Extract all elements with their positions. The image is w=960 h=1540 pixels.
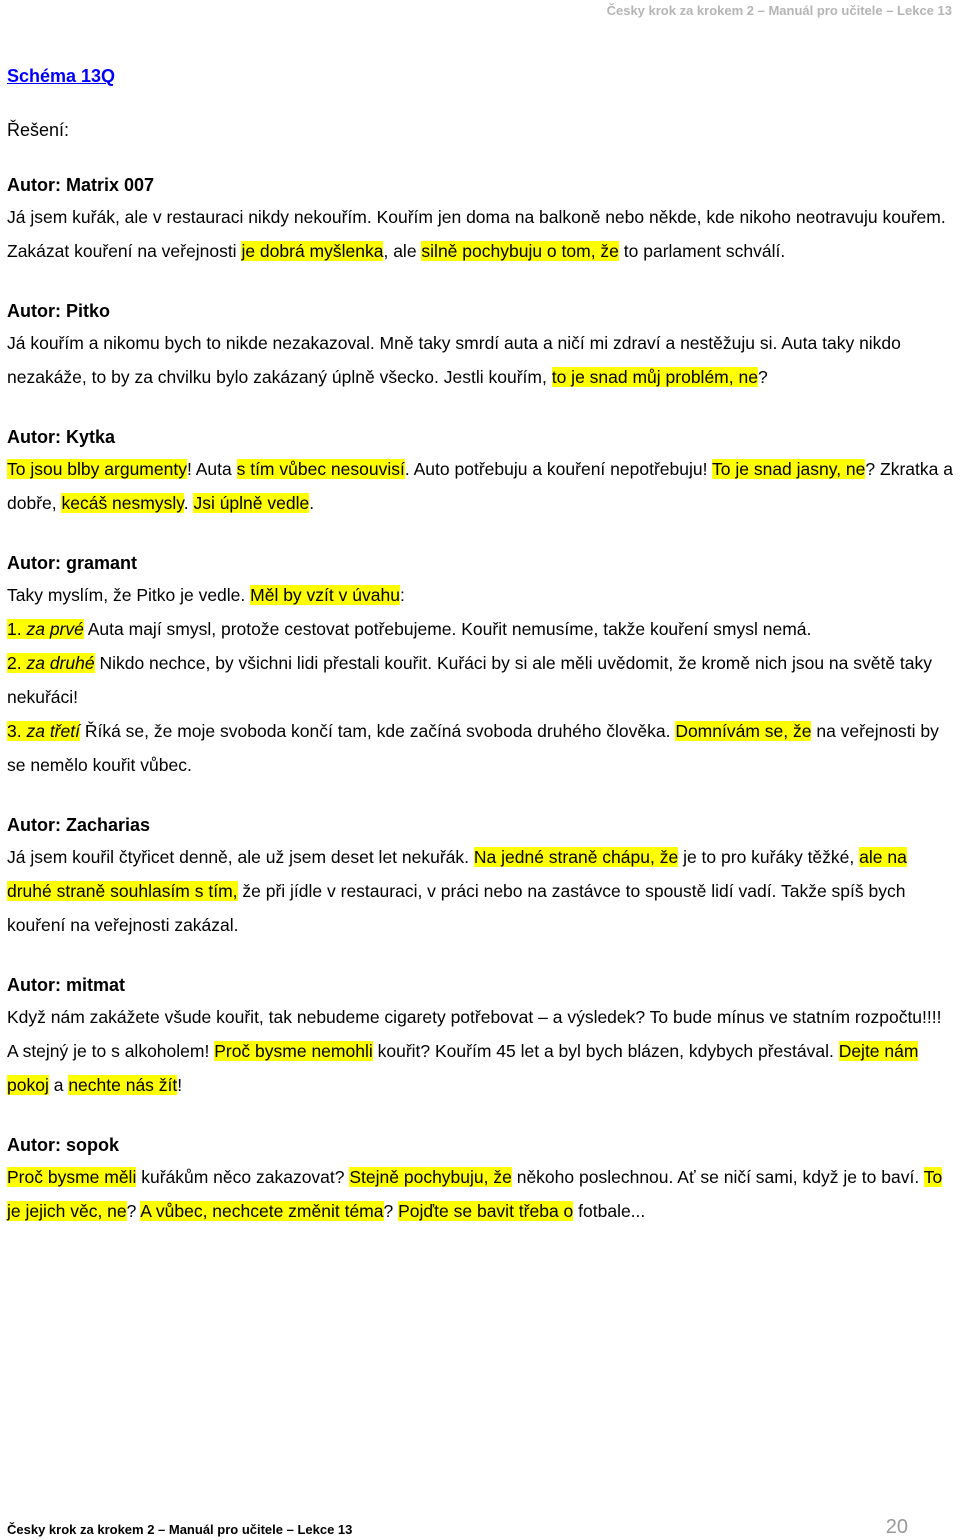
entry-text [7,646,955,714]
text-segment: Nikdo nechce, by všichni lidi přestali kouřit. Kuřáci by si ale měli uvědomit, že kromě nich jsou na světě taky nekuřáci! [7,653,933,707]
highlighted-phrase: Proč bysme nemohli [214,1041,373,1061]
text-segment: kuřákům něco zakazovat? [136,1167,350,1187]
forum-entries [7,168,955,1228]
forum-entry [7,420,955,520]
text-segment: ? [126,1201,141,1221]
entry-text [7,1160,955,1228]
forum-entry [7,808,955,942]
highlighted-phrase: A vůbec, nechcete změnit téma [140,1201,384,1221]
text-segment: Taky myslím, že Pitko je vedle. [7,585,251,605]
text-segment: to parlament schválí. [618,241,786,261]
running-header: Česky krok za krokem 2 – Manuál pro učitele – Lekce 13 [606,3,952,18]
highlighted-phrase: nechte nás žít [68,1075,178,1095]
highlighted-phrase: 3. [7,721,27,741]
highlighted-phrase: ale na druhé straně souhlasím s tím, [7,847,907,901]
text-segment: ? Zkratka a dobře, [7,459,953,513]
entry-author: Autor: gramant [7,553,137,573]
forum-entry [7,968,955,1102]
highlighted-phrase: 1. [7,619,27,639]
entry-author: Autor: Matrix 007 [7,175,155,195]
highlighted-phrase: To je snad jasny, ne [712,459,866,479]
text-segment: Říká se, že moje svoboda končí tam, kde začíná svoboda druhého člověka. [79,721,676,741]
text-segment: Já jsem kouřil čtyřicet denně, ale už jsem deset let nekuřák. [7,847,474,867]
entry-text [7,578,955,612]
text-segment: a [48,1075,69,1095]
text-segment: Když nám zakážete všude kouřit, tak nebudeme cigarety potřebovat – a výsledek? To bude mínus ve statním rozpočtu!!!! A stejný je to s alkoholem! [7,1007,942,1061]
highlighted-phrase: to je snad můj problém, ne [551,367,758,387]
text-segment: na veřejnosti by se nemělo kouřit vůbec. [7,721,939,775]
page-number: 20 [885,1516,908,1538]
highlighted-phrase: To je jejich věc, ne [7,1167,943,1221]
entry-text [7,452,955,520]
highlighted-phrase: Pojďte se bavit třeba o [398,1201,574,1221]
forum-entry [7,1128,955,1228]
text-segment: ! [177,1075,183,1095]
entry-author: Autor: Pitko [7,301,110,321]
highlighted-phrase: To jsou blby argumenty [7,459,187,479]
entry-text [7,326,955,394]
highlighted-phrase: Dejte nám pokoj [7,1041,919,1095]
text-segment: ? [757,367,768,387]
highlighted-phrase: 2. [7,653,27,673]
entry-text [7,200,955,268]
entry-text [7,714,955,782]
document-body [7,62,955,1228]
text-segment: někoho poslechnou. Ať se ničí sami, když je to baví. [511,1167,924,1187]
text-segment: ! Auta [186,459,237,479]
text-segment: Auta mají smysl, protože cestovat potřebujeme. Kouřit nemusíme, takže kouření smysl nemá. [83,619,812,639]
highlighted-phrase: Jsi úplně vedle [193,493,310,513]
entry-author: Autor: sopok [7,1135,119,1155]
highlighted-phrase: Domnívám se, že [675,721,812,741]
highlighted-phrase: Měl by vzít v úvahu [250,585,400,605]
forum-entry [7,168,955,268]
text-segment: že při jídle v restauraci, v práci nebo na zastávce to spoustě lidí vadí. Takže spíš bych kouření na veřejnosti zakázal. [7,881,906,935]
text-segment: . [183,493,194,513]
entry-author: Autor: Kytka [7,427,116,447]
text-segment: : [399,585,405,605]
text-segment: Já kouřím a nikomu bych to nikde nezakazoval. Mně taky smrdí auta a ničí mi zdraví a nestěžuju si. Auta taky nikdo nezakáže, to by za chvilku bylo zakázaný úplně všecko. Jestli kouřím, [7,333,901,387]
forum-entry [7,546,955,782]
highlighted-phrase: za třetí [26,721,80,741]
text-segment: kouřit? Kouřím 45 let a byl bych blázen, kdybych přestával. [372,1041,839,1061]
text-segment: Já jsem kuřák, ale v restauraci nikdy nekouřím. Kouřím jen doma na balkoně nebo někde, kde nikoho neotravuju kouřem. Zakázat kouření na veřejnosti [7,207,946,261]
highlighted-phrase: Proč bysme měli [7,1167,137,1187]
text-segment: . Auto potřebuju a kouření nepotřebuju! [404,459,713,479]
highlighted-phrase: Na jedné straně chápu, že [473,847,679,867]
text-segment: . [309,493,315,513]
solution-label: Řešení: [7,120,70,140]
entry-text [7,612,955,646]
highlighted-phrase: Stejně pochybuju, že [349,1167,512,1187]
highlighted-phrase: za druhé [26,653,95,673]
entry-text [7,840,955,942]
highlighted-phrase: silně pochybuju o tom, že [421,241,619,261]
running-footer: Česky krok za krokem 2 – Manuál pro učitele – Lekce 13 [7,1522,353,1537]
text-segment: je to pro kuřáky těžké, [678,847,860,867]
schema-title[interactable]: Schéma 13Q [7,66,116,86]
highlighted-phrase: za prvé [26,619,84,639]
entry-text [7,1000,955,1102]
text-segment: ? [383,1201,399,1221]
text-segment: , ale [383,241,422,261]
entry-author: Autor: Zacharias [7,815,151,835]
text-segment: fotbale... [573,1201,646,1221]
highlighted-phrase: je dobrá myšlenka [241,241,384,261]
highlighted-phrase: s tím vůbec nesouvisí [236,459,405,479]
entry-author: Autor: mitmat [7,975,125,995]
highlighted-phrase: kecáš nesmysly [61,493,184,513]
forum-entry [7,294,955,394]
